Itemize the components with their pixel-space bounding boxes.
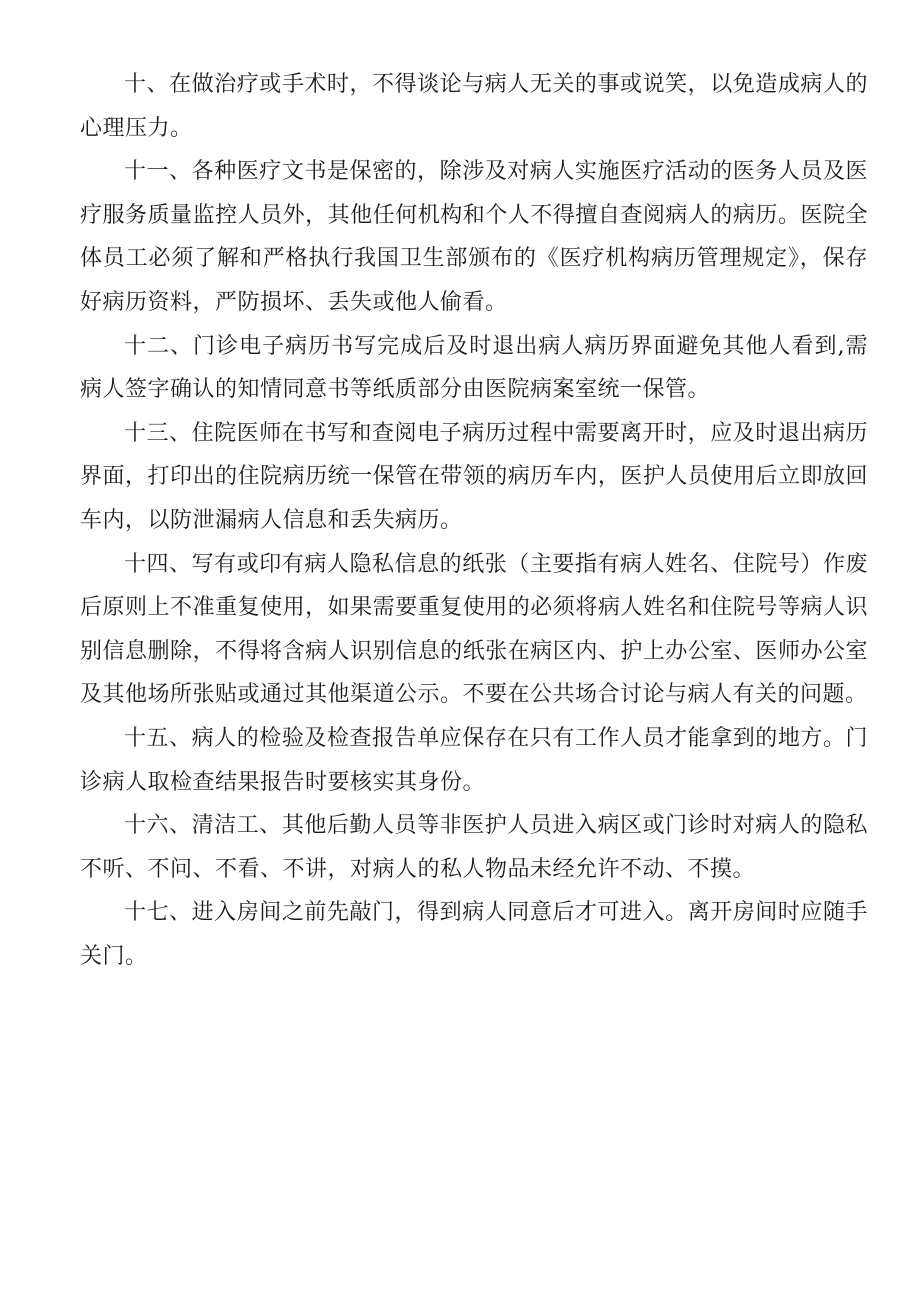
paragraph-17: 十七、进入房间之前先敲门，得到病人同意后才可进入。离开房间时应随手关门。: [80, 900, 868, 969]
paragraph-10: 十、在做治疗或手术时，不得谈论与病人无关的事或说笑，以免造成病人的心理压力。: [80, 72, 868, 141]
paragraph-14: 十四、写有或印有病人隐私信息的纸张（主要指有病人姓名、住院号）作废后原则上不准重复使用，如果需要重复使用的必须将病人姓名和住院号等病人识别信息删除，不得将含病人识别信息的纸张在病区内、护上办公室、医师办公室及其他场所张贴或通过其他渠道公示。不要在公共场合讨论与病人有关的问题。: [80, 551, 868, 708]
paragraph-11: 十一、各种医疗文书是保密的，除涉及对病人实施医疗活动的医务人员及医疗服务质量监控人员外，其他任何机构和个人不得擅自查阅病人的病历。医院全体员工必须了解和严格执行我国卫生部颁布的《医疗机构病历管理规定》，保存好病历资料，严防损坏、丢失或他人偷看。: [80, 159, 868, 315]
paragraph-15: 十五、病人的检验及检查报告单应保存在只有工作人员才能拿到的地方。门诊病人取检查结果报告时要核实其身份。: [80, 725, 868, 795]
document-page: [80, 63, 868, 978]
paragraph-12: 十二、门诊电子病历书写完成后及时退出病人病历界面避免其他人看到,需病人签字确认的知情同意书等纸质部分由医院病案室统一保管。: [80, 333, 868, 403]
paragraph-16: 十六、清洁工、其他后勤人员等非医护人员进入病区或门诊时对病人的隐私不听、不问、不看、不讲，对病人的私人物品未经允许不动、不摸。: [80, 813, 868, 882]
paragraph-13: 十三、住院医师在书写和查阅电子病历过程中需要离开时，应及时退出病历界面，打印出的住院病历统一保管在带领的病历车内，医护人员使用后立即放回车内，以防泄漏病人信息和丢失病历。: [80, 420, 868, 533]
